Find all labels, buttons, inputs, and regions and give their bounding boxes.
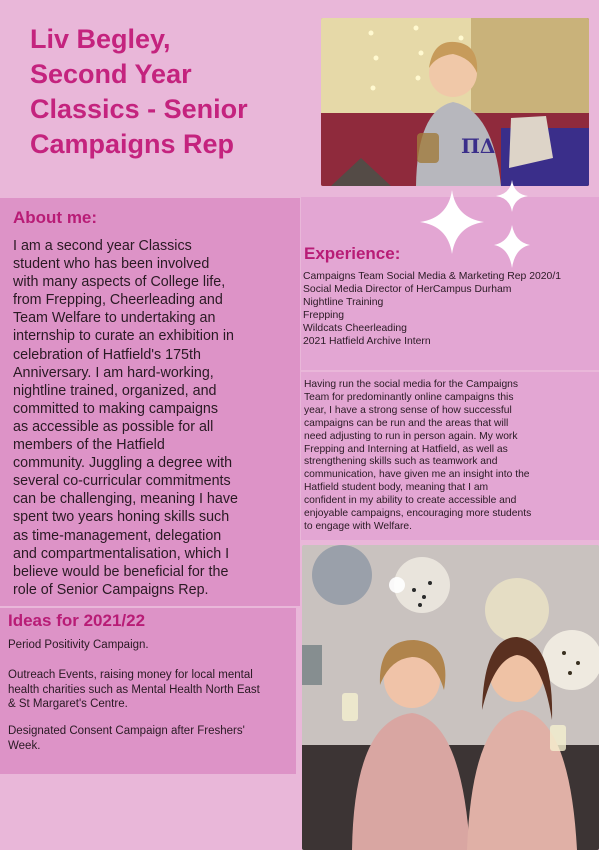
experience-paragraph <box>304 379 597 534</box>
profile-photo <box>321 18 589 186</box>
idea-line: Week. <box>8 739 41 752</box>
about-line: believe would be beneficial for the <box>13 563 229 580</box>
experience-item: Social Media Director of HerCampus Durham <box>303 284 512 295</box>
title-line: Classics - Senior <box>30 94 248 124</box>
about-heading: About me: <box>13 208 98 227</box>
paragraph-line: Having run the social media for the Campaigns <box>304 379 519 390</box>
svg-text:ΠΔ: ΠΔ <box>461 134 496 158</box>
experience-item: Campaigns Team Social Media & Marketing Rep 2020/1 <box>303 271 561 282</box>
experience-heading: Experience: <box>304 244 401 263</box>
about-line: from Frepping, Cheerleading and <box>13 292 223 309</box>
about-line: role of Senior Campaigns Rep. <box>13 581 209 598</box>
about-line: Team Welfare to undertaking an <box>13 310 216 327</box>
about-line: internship to curate an exhibition in <box>13 328 234 345</box>
about-line: nightline trained, organized, and <box>13 382 217 399</box>
about-line: spent two years honing skills such <box>13 509 230 526</box>
idea-line: health charities such as Mental Health North East <box>8 683 260 696</box>
about-line: Anniversary. I am hard-working, <box>13 364 214 381</box>
paragraph-line: campaigns can be run and the areas that will <box>304 417 509 429</box>
title-line: Second Year <box>30 59 192 89</box>
friends-photo <box>302 545 599 850</box>
idea-line: Designated Consent Campaign after Freshers' <box>8 725 245 737</box>
about-text <box>13 237 298 599</box>
page-title <box>30 22 310 162</box>
idea-item <box>8 638 149 653</box>
title-line: Campaigns Rep <box>30 129 235 159</box>
about-line: members of the Hatfield <box>13 437 165 454</box>
about-line: several co-curricular commitments <box>13 473 231 490</box>
experience-item: 2021 Hatfield Archive Intern <box>303 336 431 347</box>
about-line: community. Juggling a degree with <box>13 455 233 472</box>
about-line: and compartmentalisation, which I <box>13 545 230 562</box>
paragraph-line: Frepping and Interning at Hatfield, as well as <box>304 443 508 455</box>
about-line: celebration of Hatfield's 175th <box>13 346 201 363</box>
experience-item: Wildcats Cheerleading <box>303 323 407 334</box>
paragraph-line: confident in my ability to create accessible and <box>304 495 517 507</box>
experience-list <box>303 270 598 348</box>
idea-line: Outreach Events, raising money for local mental <box>8 669 253 681</box>
experience-item: Nightline Training <box>303 297 384 308</box>
about-line: as time-management, delegation <box>13 527 222 544</box>
about-line: with many aspects of College life, <box>13 274 226 291</box>
idea-item <box>8 724 245 753</box>
idea-line: Period Positivity Campaign. <box>8 639 149 651</box>
experience-item: Frepping <box>303 310 345 321</box>
ideas-heading: Ideas for 2021/22 <box>8 611 146 630</box>
about-line: can be challenging, meaning I have <box>13 491 238 508</box>
paragraph-line: Team for predominantly online campaigns this <box>304 391 514 403</box>
idea-line: & St Margaret's Centre. <box>8 698 128 710</box>
about-line: as accessible as possible for all <box>13 418 214 435</box>
profile-photo-illustration <box>321 18 589 186</box>
title-line: Liv Begley, <box>30 24 171 54</box>
paragraph-line: need adjusting to run in person again. My work <box>304 430 518 442</box>
paragraph-line: to engage with Welfare. <box>304 520 412 532</box>
paragraph-line: strengthening skills such as teamwork and <box>304 456 498 468</box>
paragraph-line: communication, have given me an insight into the <box>304 469 530 481</box>
idea-item <box>8 668 260 712</box>
about-line: committed to making campaigns <box>13 400 219 417</box>
paragraph-line: year, I have a strong sense of how successful <box>304 404 512 416</box>
friends-photo-illustration <box>302 545 599 850</box>
about-line: student who has been involved <box>13 256 210 273</box>
sparkle-icon <box>412 180 532 270</box>
about-line: I am a second year Classics <box>13 238 192 254</box>
paragraph-line: Hatfield student body, meaning that I am <box>304 482 489 494</box>
paragraph-line: enjoyable campaigns, encouraging more students <box>304 508 532 520</box>
